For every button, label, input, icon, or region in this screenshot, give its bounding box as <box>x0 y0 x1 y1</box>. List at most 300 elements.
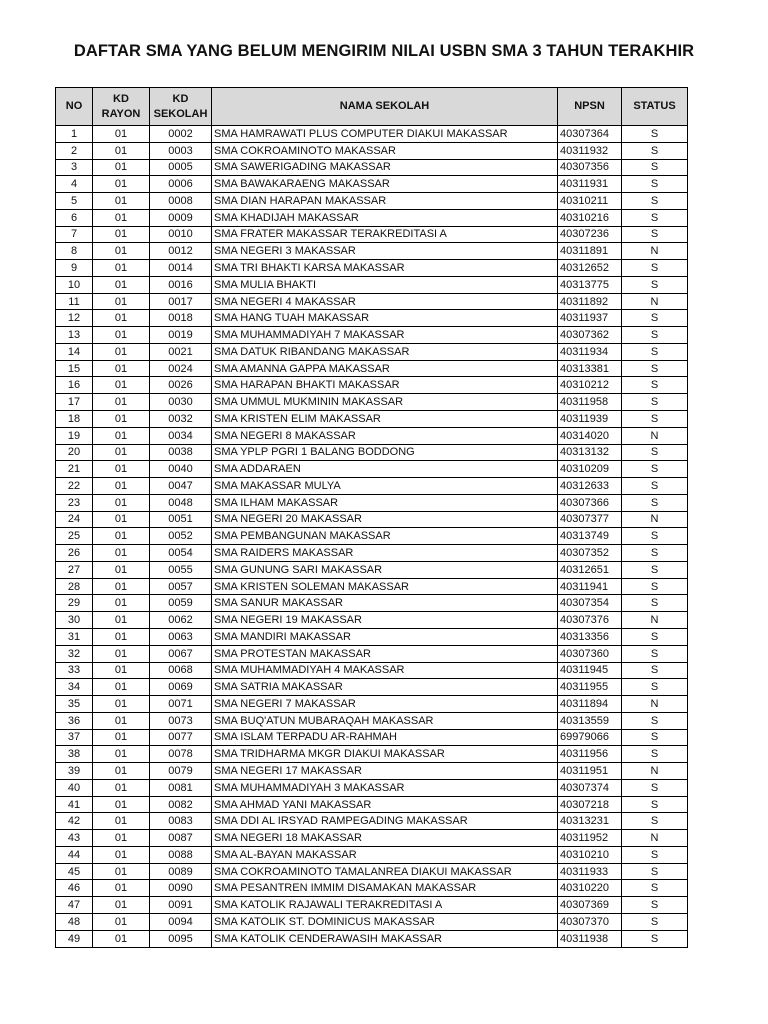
table-row <box>56 913 688 930</box>
cell-kd-rayon: 01 <box>93 377 150 394</box>
cell-kd-rayon: 01 <box>93 427 150 444</box>
cell-no: 21 <box>56 461 93 478</box>
cell-kd-rayon: 01 <box>93 394 150 411</box>
cell-npsn: 40311934 <box>558 343 622 360</box>
cell-nama-sekolah: SMA COKROAMINOTO TAMALANREA DIAKUI MAKASSAR <box>212 863 558 880</box>
cell-status: N <box>622 763 688 780</box>
cell-kd-sekolah: 0010 <box>150 226 212 243</box>
cell-npsn: 40311951 <box>558 763 622 780</box>
cell-kd-sekolah: 0087 <box>150 830 212 847</box>
cell-kd-sekolah: 0091 <box>150 897 212 914</box>
cell-npsn: 40311955 <box>558 679 622 696</box>
table-row <box>56 545 688 562</box>
cell-nama-sekolah: SMA NEGERI 17 MAKASSAR <box>212 763 558 780</box>
cell-status: S <box>622 679 688 696</box>
cell-kd-sekolah: 0009 <box>150 209 212 226</box>
cell-no: 17 <box>56 394 93 411</box>
cell-no: 38 <box>56 746 93 763</box>
cell-no: 24 <box>56 511 93 528</box>
cell-kd-sekolah: 0024 <box>150 360 212 377</box>
cell-kd-rayon: 01 <box>93 360 150 377</box>
cell-npsn: 40313559 <box>558 712 622 729</box>
table-row <box>56 712 688 729</box>
cell-npsn: 40311939 <box>558 411 622 428</box>
table-row <box>56 444 688 461</box>
cell-nama-sekolah: SMA KATOLIK CENDERAWASIH MAKASSAR <box>212 930 558 947</box>
cell-npsn: 40312633 <box>558 478 622 495</box>
cell-npsn: 40310211 <box>558 193 622 210</box>
cell-no: 11 <box>56 293 93 310</box>
header-kd-sekolah <box>150 88 212 126</box>
cell-kd-sekolah: 0078 <box>150 746 212 763</box>
cell-no: 40 <box>56 779 93 796</box>
cell-no: 42 <box>56 813 93 830</box>
cell-no: 41 <box>56 796 93 813</box>
cell-kd-sekolah: 0047 <box>150 478 212 495</box>
cell-no: 12 <box>56 310 93 327</box>
cell-kd-sekolah: 0068 <box>150 662 212 679</box>
cell-kd-sekolah: 0008 <box>150 193 212 210</box>
table-row <box>56 779 688 796</box>
cell-kd-sekolah: 0062 <box>150 612 212 629</box>
cell-status: S <box>622 461 688 478</box>
cell-nama-sekolah: SMA MUHAMMADIYAH 3 MAKASSAR <box>212 779 558 796</box>
cell-kd-rayon: 01 <box>93 310 150 327</box>
cell-nama-sekolah: SMA ADDARAEN <box>212 461 558 478</box>
cell-status: N <box>622 511 688 528</box>
cell-kd-rayon: 01 <box>93 779 150 796</box>
cell-npsn: 40307360 <box>558 645 622 662</box>
cell-nama-sekolah: SMA MULIA BHAKTI <box>212 276 558 293</box>
cell-status: S <box>622 729 688 746</box>
header-no: NO <box>56 88 93 126</box>
cell-kd-sekolah: 0081 <box>150 779 212 796</box>
cell-kd-sekolah: 0012 <box>150 243 212 260</box>
cell-npsn: 40311894 <box>558 696 622 713</box>
cell-kd-sekolah: 0040 <box>150 461 212 478</box>
table-row <box>56 293 688 310</box>
cell-kd-sekolah: 0073 <box>150 712 212 729</box>
cell-nama-sekolah: SMA MUHAMMADIYAH 7 MAKASSAR <box>212 327 558 344</box>
cell-kd-sekolah: 0038 <box>150 444 212 461</box>
table-row <box>56 511 688 528</box>
cell-npsn: 40311938 <box>558 930 622 947</box>
table-row <box>56 846 688 863</box>
cell-no: 28 <box>56 578 93 595</box>
cell-kd-rayon: 01 <box>93 830 150 847</box>
table-row <box>56 729 688 746</box>
table-header <box>56 88 688 126</box>
table-row <box>56 260 688 277</box>
table-row <box>56 310 688 327</box>
table-row <box>56 897 688 914</box>
header-npsn: NPSN <box>558 88 622 126</box>
cell-kd-rayon: 01 <box>93 913 150 930</box>
cell-nama-sekolah: SMA FRATER MAKASSAR TERAKREDITASI A <box>212 226 558 243</box>
cell-status: S <box>622 595 688 612</box>
cell-status: N <box>622 830 688 847</box>
cell-kd-rayon: 01 <box>93 343 150 360</box>
cell-nama-sekolah: SMA KHADIJAH MAKASSAR <box>212 209 558 226</box>
cell-status: S <box>622 209 688 226</box>
cell-no: 10 <box>56 276 93 293</box>
cell-kd-sekolah: 0079 <box>150 763 212 780</box>
cell-nama-sekolah: SMA RAIDERS MAKASSAR <box>212 545 558 562</box>
cell-nama-sekolah: SMA DIAN HARAPAN MAKASSAR <box>212 193 558 210</box>
cell-kd-rayon: 01 <box>93 494 150 511</box>
cell-status: S <box>622 645 688 662</box>
cell-kd-rayon: 01 <box>93 897 150 914</box>
cell-nama-sekolah: SMA NEGERI 3 MAKASSAR <box>212 243 558 260</box>
table-row <box>56 394 688 411</box>
table-row <box>56 193 688 210</box>
cell-npsn: 40307366 <box>558 494 622 511</box>
cell-kd-sekolah: 0095 <box>150 930 212 947</box>
cell-kd-sekolah: 0002 <box>150 126 212 143</box>
cell-npsn: 40307236 <box>558 226 622 243</box>
cell-nama-sekolah: SMA NEGERI 20 MAKASSAR <box>212 511 558 528</box>
cell-kd-sekolah: 0026 <box>150 377 212 394</box>
table-row <box>56 478 688 495</box>
table-row <box>56 612 688 629</box>
table-row <box>56 142 688 159</box>
cell-npsn: 40314020 <box>558 427 622 444</box>
cell-npsn: 40310216 <box>558 209 622 226</box>
cell-npsn: 40311933 <box>558 863 622 880</box>
table-row <box>56 645 688 662</box>
cell-no: 31 <box>56 628 93 645</box>
cell-status: S <box>622 662 688 679</box>
table-row <box>56 628 688 645</box>
cell-kd-sekolah: 0048 <box>150 494 212 511</box>
cell-kd-rayon: 01 <box>93 679 150 696</box>
cell-nama-sekolah: SMA MANDIRI MAKASSAR <box>212 628 558 645</box>
table-row <box>56 746 688 763</box>
cell-status: S <box>622 796 688 813</box>
cell-npsn: 40307364 <box>558 126 622 143</box>
cell-no: 34 <box>56 679 93 696</box>
cell-npsn: 40307376 <box>558 612 622 629</box>
cell-kd-sekolah: 0005 <box>150 159 212 176</box>
cell-nama-sekolah: SMA NEGERI 19 MAKASSAR <box>212 612 558 629</box>
table-body <box>56 126 688 948</box>
cell-status: S <box>622 746 688 763</box>
cell-status: S <box>622 578 688 595</box>
table-row <box>56 880 688 897</box>
cell-kd-rayon: 01 <box>93 176 150 193</box>
cell-kd-sekolah: 0067 <box>150 645 212 662</box>
cell-no: 36 <box>56 712 93 729</box>
cell-no: 27 <box>56 561 93 578</box>
header-kd-rayon: KD RAYON <box>93 88 150 126</box>
cell-no: 32 <box>56 645 93 662</box>
table-row <box>56 763 688 780</box>
table-row <box>56 679 688 696</box>
cell-kd-sekolah: 0018 <box>150 310 212 327</box>
cell-npsn: 40307352 <box>558 545 622 562</box>
cell-no: 13 <box>56 327 93 344</box>
cell-no: 33 <box>56 662 93 679</box>
cell-kd-rayon: 01 <box>93 712 150 729</box>
cell-no: 25 <box>56 528 93 545</box>
cell-nama-sekolah: SMA KRISTEN SOLEMAN MAKASSAR <box>212 578 558 595</box>
table-row <box>56 343 688 360</box>
cell-status: S <box>622 126 688 143</box>
cell-nama-sekolah: SMA AL-BAYAN MAKASSAR <box>212 846 558 863</box>
cell-npsn: 40310212 <box>558 377 622 394</box>
table-row <box>56 930 688 947</box>
cell-kd-rayon: 01 <box>93 880 150 897</box>
cell-npsn: 40311937 <box>558 310 622 327</box>
cell-nama-sekolah: SMA PROTESTAN MAKASSAR <box>212 645 558 662</box>
cell-kd-rayon: 01 <box>93 612 150 629</box>
cell-no: 30 <box>56 612 93 629</box>
cell-status: S <box>622 813 688 830</box>
cell-nama-sekolah: SMA HAMRAWATI PLUS COMPUTER DIAKUI MAKASSAR <box>212 126 558 143</box>
cell-kd-rayon: 01 <box>93 260 150 277</box>
cell-nama-sekolah: SMA MUHAMMADIYAH 4 MAKASSAR <box>212 662 558 679</box>
cell-kd-rayon: 01 <box>93 763 150 780</box>
cell-no: 5 <box>56 193 93 210</box>
cell-npsn: 40313231 <box>558 813 622 830</box>
cell-kd-rayon: 01 <box>93 796 150 813</box>
cell-kd-rayon: 01 <box>93 193 150 210</box>
cell-kd-rayon: 01 <box>93 696 150 713</box>
cell-nama-sekolah: SMA TRI BHAKTI KARSA MAKASSAR <box>212 260 558 277</box>
cell-npsn: 69979066 <box>558 729 622 746</box>
cell-npsn: 40313775 <box>558 276 622 293</box>
cell-kd-sekolah: 0071 <box>150 696 212 713</box>
cell-nama-sekolah: SMA NEGERI 8 MAKASSAR <box>212 427 558 444</box>
cell-npsn: 40307362 <box>558 327 622 344</box>
cell-kd-rayon: 01 <box>93 930 150 947</box>
school-table <box>55 87 688 948</box>
cell-status: S <box>622 142 688 159</box>
cell-kd-rayon: 01 <box>93 528 150 545</box>
header-kd-sekolah-line1: KD <box>172 92 189 105</box>
table-row <box>56 561 688 578</box>
cell-status: S <box>622 846 688 863</box>
cell-kd-rayon: 01 <box>93 578 150 595</box>
cell-kd-sekolah: 0017 <box>150 293 212 310</box>
table-row <box>56 494 688 511</box>
cell-status: S <box>622 628 688 645</box>
cell-status: S <box>622 779 688 796</box>
cell-npsn: 40307356 <box>558 159 622 176</box>
cell-npsn: 40310220 <box>558 880 622 897</box>
cell-kd-rayon: 01 <box>93 511 150 528</box>
cell-no: 47 <box>56 897 93 914</box>
cell-kd-rayon: 01 <box>93 645 150 662</box>
cell-nama-sekolah: SMA KATOLIK RAJAWALI TERAKREDITASI A <box>212 897 558 914</box>
cell-status: S <box>622 226 688 243</box>
cell-kd-sekolah: 0059 <box>150 595 212 612</box>
cell-kd-rayon: 01 <box>93 209 150 226</box>
cell-status: S <box>622 327 688 344</box>
cell-no: 6 <box>56 209 93 226</box>
cell-nama-sekolah: SMA COKROAMINOTO MAKASSAR <box>212 142 558 159</box>
cell-status: N <box>622 696 688 713</box>
cell-status: S <box>622 478 688 495</box>
cell-kd-rayon: 01 <box>93 461 150 478</box>
cell-kd-rayon: 01 <box>93 628 150 645</box>
table-row <box>56 461 688 478</box>
cell-nama-sekolah: SMA PESANTREN IMMIM DISAMAKAN MAKASSAR <box>212 880 558 897</box>
cell-kd-rayon: 01 <box>93 444 150 461</box>
table-row <box>56 528 688 545</box>
cell-kd-rayon: 01 <box>93 595 150 612</box>
table-row <box>56 243 688 260</box>
header-kd-sekolah-line2: SEKOLAH <box>153 107 208 120</box>
cell-status: S <box>622 863 688 880</box>
cell-npsn: 40312652 <box>558 260 622 277</box>
cell-npsn: 40311931 <box>558 176 622 193</box>
cell-nama-sekolah: SMA SANUR MAKASSAR <box>212 595 558 612</box>
cell-nama-sekolah: SMA DATUK RIBANDANG MAKASSAR <box>212 343 558 360</box>
cell-nama-sekolah: SMA MAKASSAR MULYA <box>212 478 558 495</box>
cell-kd-rayon: 01 <box>93 846 150 863</box>
cell-npsn: 40310209 <box>558 461 622 478</box>
table-row <box>56 126 688 143</box>
cell-nama-sekolah: SMA AHMAD YANI MAKASSAR <box>212 796 558 813</box>
cell-no: 37 <box>56 729 93 746</box>
cell-no: 26 <box>56 545 93 562</box>
cell-nama-sekolah: SMA PEMBANGUNAN MAKASSAR <box>212 528 558 545</box>
cell-npsn: 40311952 <box>558 830 622 847</box>
cell-no: 18 <box>56 411 93 428</box>
cell-status: S <box>622 310 688 327</box>
cell-npsn: 40313132 <box>558 444 622 461</box>
cell-no: 23 <box>56 494 93 511</box>
cell-no: 22 <box>56 478 93 495</box>
cell-kd-rayon: 01 <box>93 293 150 310</box>
table-row <box>56 159 688 176</box>
table-row <box>56 813 688 830</box>
cell-status: N <box>622 293 688 310</box>
cell-status: S <box>622 193 688 210</box>
cell-nama-sekolah: SMA YPLP PGRI 1 BALANG BODDONG <box>212 444 558 461</box>
cell-no: 46 <box>56 880 93 897</box>
cell-npsn: 40313749 <box>558 528 622 545</box>
cell-no: 44 <box>56 846 93 863</box>
cell-kd-sekolah: 0030 <box>150 394 212 411</box>
cell-no: 4 <box>56 176 93 193</box>
cell-kd-rayon: 01 <box>93 746 150 763</box>
cell-status: S <box>622 930 688 947</box>
cell-no: 48 <box>56 913 93 930</box>
cell-status: S <box>622 545 688 562</box>
cell-kd-rayon: 01 <box>93 411 150 428</box>
table-row <box>56 377 688 394</box>
cell-kd-sekolah: 0014 <box>150 260 212 277</box>
cell-no: 19 <box>56 427 93 444</box>
cell-no: 20 <box>56 444 93 461</box>
table-row <box>56 360 688 377</box>
cell-kd-sekolah: 0083 <box>150 813 212 830</box>
cell-npsn: 40311945 <box>558 662 622 679</box>
cell-status: S <box>622 260 688 277</box>
cell-status: S <box>622 528 688 545</box>
cell-nama-sekolah: SMA BAWAKARAENG MAKASSAR <box>212 176 558 193</box>
cell-no: 9 <box>56 260 93 277</box>
cell-nama-sekolah: SMA HARAPAN BHAKTI MAKASSAR <box>212 377 558 394</box>
cell-npsn: 40312651 <box>558 561 622 578</box>
cell-kd-sekolah: 0034 <box>150 427 212 444</box>
cell-kd-sekolah: 0051 <box>150 511 212 528</box>
cell-no: 43 <box>56 830 93 847</box>
cell-status: S <box>622 712 688 729</box>
cell-kd-rayon: 01 <box>93 226 150 243</box>
cell-nama-sekolah: SMA HANG TUAH MAKASSAR <box>212 310 558 327</box>
cell-nama-sekolah: SMA NEGERI 7 MAKASSAR <box>212 696 558 713</box>
cell-no: 45 <box>56 863 93 880</box>
cell-status: S <box>622 377 688 394</box>
cell-kd-sekolah: 0063 <box>150 628 212 645</box>
cell-npsn: 40307374 <box>558 779 622 796</box>
cell-npsn: 40311958 <box>558 394 622 411</box>
cell-nama-sekolah: SMA SAWERIGADING MAKASSAR <box>212 159 558 176</box>
cell-no: 1 <box>56 126 93 143</box>
cell-no: 3 <box>56 159 93 176</box>
cell-no: 35 <box>56 696 93 713</box>
cell-kd-rayon: 01 <box>93 142 150 159</box>
cell-status: S <box>622 411 688 428</box>
cell-status: S <box>622 913 688 930</box>
cell-kd-sekolah: 0003 <box>150 142 212 159</box>
table-row <box>56 696 688 713</box>
cell-kd-rayon: 01 <box>93 327 150 344</box>
cell-npsn: 40311941 <box>558 578 622 595</box>
table-row <box>56 595 688 612</box>
cell-kd-rayon: 01 <box>93 545 150 562</box>
cell-npsn: 40307354 <box>558 595 622 612</box>
cell-no: 29 <box>56 595 93 612</box>
cell-kd-sekolah: 0088 <box>150 846 212 863</box>
cell-kd-sekolah: 0055 <box>150 561 212 578</box>
cell-kd-sekolah: 0032 <box>150 411 212 428</box>
cell-kd-sekolah: 0069 <box>150 679 212 696</box>
cell-nama-sekolah: SMA KRISTEN ELIM MAKASSAR <box>212 411 558 428</box>
cell-status: S <box>622 360 688 377</box>
cell-status: S <box>622 394 688 411</box>
cell-npsn: 40313356 <box>558 628 622 645</box>
header-status: STATUS <box>622 88 688 126</box>
cell-npsn: 40311892 <box>558 293 622 310</box>
cell-kd-sekolah: 0089 <box>150 863 212 880</box>
table-row <box>56 427 688 444</box>
cell-kd-sekolah: 0082 <box>150 796 212 813</box>
cell-kd-rayon: 01 <box>93 863 150 880</box>
cell-no: 7 <box>56 226 93 243</box>
cell-kd-rayon: 01 <box>93 276 150 293</box>
document-title: DAFTAR SMA YANG BELUM MENGIRIM NILAI USBN SMA 3 TAHUN TERAKHIR <box>73 42 695 60</box>
cell-nama-sekolah: SMA AMANNA GAPPA MAKASSAR <box>212 360 558 377</box>
cell-kd-rayon: 01 <box>93 729 150 746</box>
cell-kd-sekolah: 0094 <box>150 913 212 930</box>
cell-kd-sekolah: 0054 <box>150 545 212 562</box>
cell-nama-sekolah: SMA GUNUNG SARI MAKASSAR <box>212 561 558 578</box>
cell-npsn: 40310210 <box>558 846 622 863</box>
cell-status: S <box>622 159 688 176</box>
cell-status: S <box>622 494 688 511</box>
cell-kd-sekolah: 0019 <box>150 327 212 344</box>
cell-kd-sekolah: 0090 <box>150 880 212 897</box>
cell-status: S <box>622 561 688 578</box>
table-row <box>56 796 688 813</box>
cell-no: 2 <box>56 142 93 159</box>
cell-nama-sekolah: SMA SATRIA MAKASSAR <box>212 679 558 696</box>
cell-nama-sekolah: SMA ISLAM TERPADU AR-RAHMAH <box>212 729 558 746</box>
